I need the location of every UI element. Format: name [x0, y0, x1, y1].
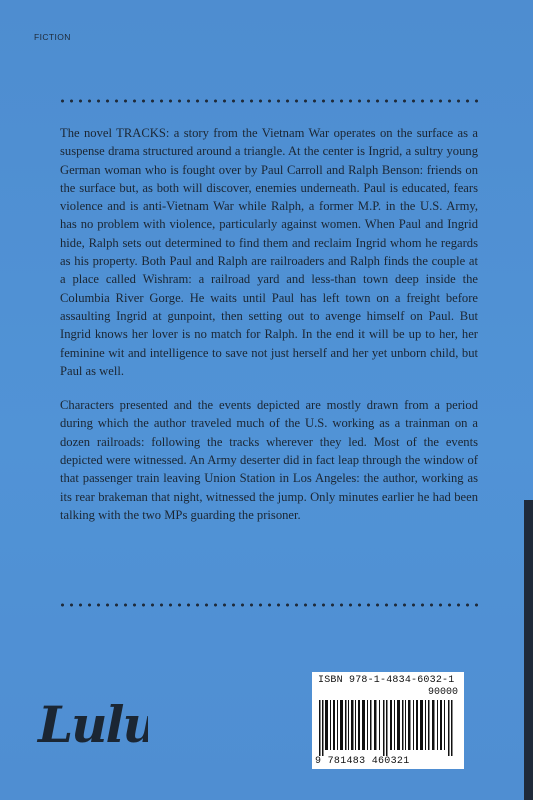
description-paragraph-2: Characters presented and the events depicted are mostly drawn from a period during which the author traveled much of the U.S. working as a trainman on a dozen railroads: following the tracks wherever they led. Most of the events depicted were witnessed. An Army deserter did in fact leap through the window of that passenger train leaving Union Station in Los Angeles: the author, working as its rear brakeman that night, witnessed the jump. Only minutes earlier he had been talking with the two MPs guarding the prisoner.: [60, 398, 478, 522]
price-code: 90000: [427, 687, 458, 698]
top-dotted-divider: [58, 99, 478, 103]
bottom-dotted-divider: [58, 603, 478, 607]
isbn-barcode: [312, 672, 464, 769]
lulu-logo-text: Lulu: [38, 695, 148, 754]
lulu-logo-icon: [36, 686, 148, 756]
spine-edge-strip: [524, 500, 533, 800]
ean-digits: 9 781483 460321: [315, 756, 410, 767]
isbn-text: ISBN 978-1-4834-6032-1: [318, 675, 455, 686]
barcode-bars: [317, 700, 459, 756]
back-cover-description: [60, 124, 478, 540]
genre-label: FICTION: [34, 32, 71, 42]
description-paragraph-1: The novel TRACKS: a story from the Vietnam War operates on the surface as a suspense drama structured around a triangle. At the center is Ingrid, a sultry young German woman who is fought over by Paul Carroll and Ralph Benson: friends on the surface but, as both will discover, enemies underneath. Paul is educated, fears violence and is anti-Vietnam War while Ralph, a former M.P. in the U.S. Army, has no problem with violence, particularly against women. When Paul and Ingrid hide, Ralph sets out determined to find them and reclaim Ingrid whom he regards as his property. Both Paul and Ralph are railroaders and Ralph finds the couple at a place called Wishram: a railroad yard and less-than town deep inside the Columbia River Gorge. He waits until Paul has left town on a freight before assaulting Ingrid at gunpoint, then setting out to avenge himself on Paul. But Ingrid knows her lover is no match for Ralph. In the end it will be up to her, her feminine wit and intelligence to save not just herself and her yet unborn child, but Paul as well.: [60, 126, 478, 378]
publisher-logo: [36, 686, 148, 756]
